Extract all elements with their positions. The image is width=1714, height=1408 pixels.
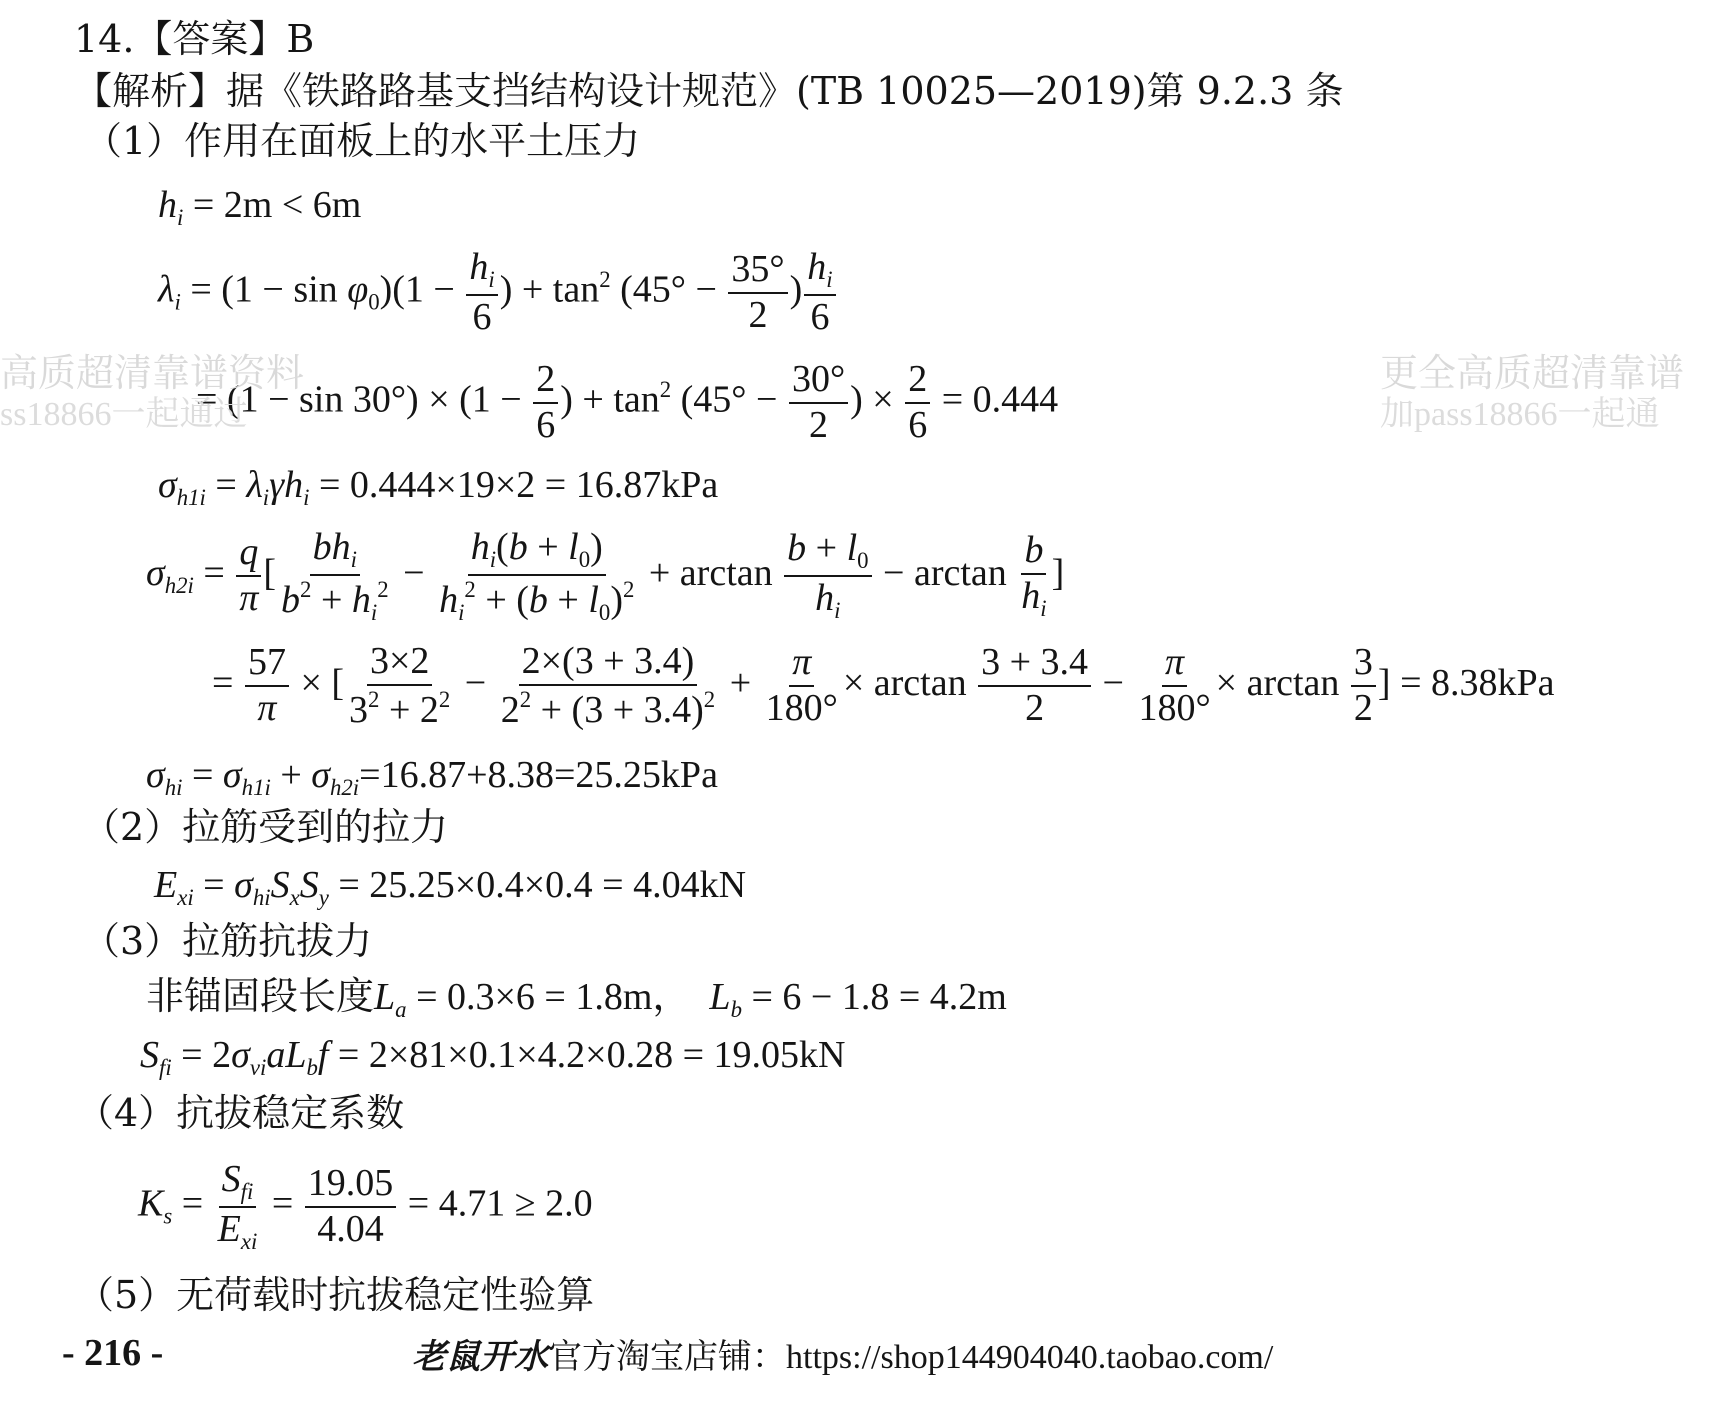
- analysis-line: 【解析】据《铁路路基支挡结构设计规范》(TB 10025—2019)第 9.2.3 条: [74, 69, 1344, 113]
- footer-url[interactable]: https://shop144904040.taobao.com/: [786, 1339, 1274, 1376]
- page-number: - 216 -: [62, 1332, 164, 1374]
- hi-result: = 2m < 6m: [192, 184, 362, 226]
- formula-lambda-value: = (1 − sin 30°) × (1 − $\frac{2}{6}$ ) + $\tan^2 (45^\circ$ − $\frac{30^\circ}{2}$ ) × $\frac{2}{6}$ = 0.444: [196, 358, 1059, 446]
- ks-result: = 4.71 ≥ 2.0: [407, 1182, 593, 1225]
- watermark-left-1: 高质超清靠谱资料: [0, 351, 305, 395]
- section-5-title: （5）无荷载时抗拔稳定性验算: [76, 1273, 595, 1317]
- formula-sigma-h2i: $\sigma_{h2i}$ = $\frac{q}{\pi}$ [ $\frac{bh_i}{b^2 + h_i^2}$ − $\frac{h_i(b + l_0)}{h_i^2 + (b + l_0)^2}$ + arctan $\frac{b + l_0}{h_i}$ − arctan $\frac{b}{h_i}$ ]: [146, 526, 1065, 625]
- lb-result: = 6 − 1.8 = 4.2m: [751, 976, 1007, 1018]
- formula-hi: $h_i = 2m < 6m$: [158, 184, 362, 230]
- formula-ks: $K_s$ = $\frac{S_{fi}}{E_{xi}}$ = $\frac{19.05}{4.04}$ = 4.71 ≥ 2.0: [138, 1158, 593, 1254]
- section-1-title: （1）作用在面板上的水平土压力: [84, 119, 641, 163]
- footer-brand: [412, 1337, 1274, 1377]
- formula-sigma-hi: $\sigma_{hi} = \sigma_{h1i} + \sigma_{h2i}=16.87+8.38=25.25kPa$: [146, 754, 718, 800]
- answer-heading: 14.【答案】B: [74, 17, 315, 61]
- watermark-right-1: 更全高质超清靠谱: [1380, 351, 1685, 395]
- formula-sigma-h1i: $\sigma_{h1i} = \lambda_i\gamma h_i = 0.444\times 19\times 2 = 16.87kPa$: [158, 464, 719, 510]
- la-result: = 0.3×6 = 1.8m，: [416, 976, 691, 1018]
- formula-sigma-h2i-value: = $\frac{57}{\pi}$ × [ $\frac{3\times 2}{3^2 + 2^2}$ − $\frac{2\times(3 + 3.4)}{2^2 + (3 + 3.4)^2}$ + $\frac{\pi}{180^\circ}$ × arctan $\frac{3 + 3.4}{2}$ − $\frac{\pi}{180^\circ}$ × arctan $\frac{3}{2}$ ] = 8.38kPa: [212, 640, 1555, 731]
- section-2-title: （2）拉筋受到的拉力: [82, 805, 449, 849]
- sfi-result: = 2×81×0.1×4.2×0.28 = 19.05kN: [337, 1034, 846, 1076]
- footer-brand-text: 老鼠开水: [412, 1337, 548, 1377]
- sigma-h2i-result: = 8.38kPa: [1400, 662, 1555, 705]
- section-3-text: 非锚固段长度: [146, 976, 375, 1018]
- section-3-title: （3）拉筋抗拔力: [82, 919, 373, 963]
- footer-shop-text: 官方淘宝店铺：: [548, 1337, 786, 1377]
- formula-la-lb: 非锚固段长度$L_a = 0.3\times 6 = 1.8m$， $L_b = 6 - 1.8 = 4.2m$: [146, 976, 1007, 1022]
- sigma-hi-result: =16.87+8.38=25.25kPa: [359, 754, 718, 796]
- watermark-left-2: ss18866一起通过: [0, 396, 248, 433]
- formula-lambda: $\lambda_i = (1 - \sin \varphi_0)(1$ − $\frac{h_i}{6}$ ) + $\tan^2 (45^\circ$ − $\frac{35^\circ}{2}$ ) $\frac{h_i}{6}$: [158, 248, 838, 338]
- lambda-result: = 0.444: [941, 378, 1059, 421]
- watermark-right-2: 加pass18866一起通: [1380, 396, 1660, 433]
- formula-exi: $E_{xi} = \sigma_{hi}S_xS_y = 25.25\times 0.4\times 0.4 = 4.04kN$: [154, 864, 747, 910]
- formula-sfi: $S_{fi} = 2\sigma_{vi}aL_bf = 2\times 81\times 0.1\times 4.2\times 0.28 = 19.05kN$: [140, 1034, 846, 1080]
- section-4-title: （4）抗拔稳定系数: [76, 1091, 405, 1135]
- exi-result: = 25.25×0.4×0.4 = 4.04kN: [338, 864, 747, 906]
- sigma-h1i-result: = 0.444×19×2 = 16.87kPa: [318, 464, 719, 506]
